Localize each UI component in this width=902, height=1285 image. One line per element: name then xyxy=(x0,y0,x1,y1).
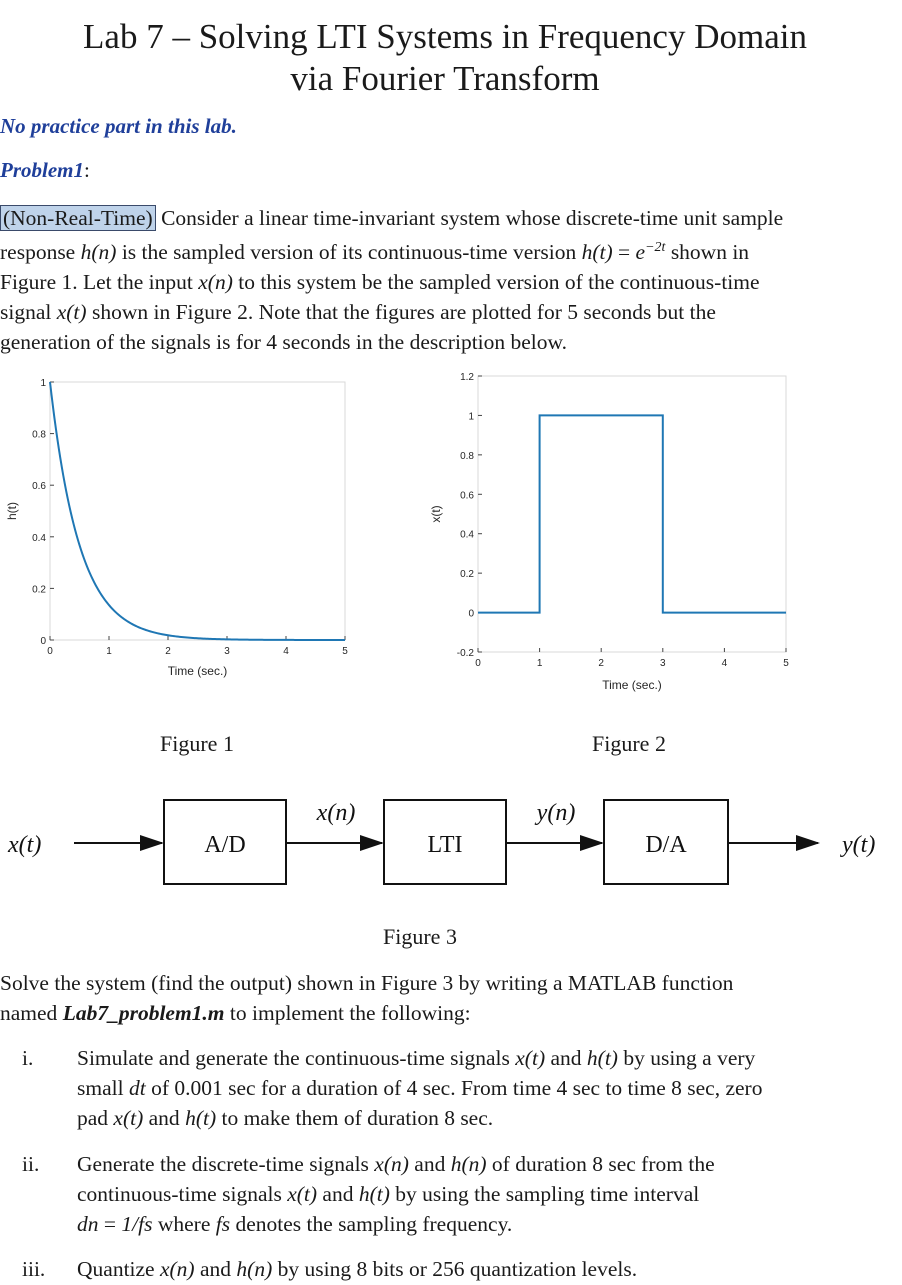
intro-text-2a: response xyxy=(0,240,81,265)
figure-2-chart xyxy=(418,364,818,704)
list-num-1: i. xyxy=(22,1046,34,1070)
solve-paragraph xyxy=(0,968,890,1028)
chart-1-frame xyxy=(50,382,345,640)
t: and xyxy=(545,1046,587,1070)
chart-2-frame xyxy=(478,376,786,652)
solve-line-1: Solve the system (find the output) shown in Figure 3 by writing a MATLAB function xyxy=(0,971,734,995)
y-tick-label: 0 xyxy=(40,636,46,647)
x-tick-label: 4 xyxy=(283,646,289,657)
chart-1-ticks xyxy=(32,378,348,657)
list-item-1 xyxy=(77,1043,877,1133)
list-item-3 xyxy=(77,1254,877,1284)
problem-colon: : xyxy=(84,158,90,182)
t: and xyxy=(194,1257,237,1281)
t: and xyxy=(408,1152,451,1176)
y-tick-label: 0.4 xyxy=(32,532,46,544)
chart-1-ylabel: h(t) xyxy=(5,502,19,520)
t: to make them of duration 8 sec. xyxy=(216,1106,494,1130)
title-line-2: via Fourier Transform xyxy=(290,59,600,98)
y-tick-label: 0.8 xyxy=(32,429,46,441)
list-2-line-1 xyxy=(77,1149,877,1179)
y-tick-label: 1.2 xyxy=(460,372,474,383)
intro-line-4 xyxy=(0,297,890,327)
math-xt: x(t) xyxy=(515,1046,546,1070)
math-xt: x(t) xyxy=(287,1182,318,1206)
intro-text-3b: to this system be the sampled version of the continuous-time xyxy=(232,270,760,295)
t: = xyxy=(98,1212,122,1236)
math-ht: h(t) xyxy=(581,240,613,265)
list-1-line-3 xyxy=(77,1103,877,1133)
x-tick-label: 1 xyxy=(536,658,543,669)
figure-2-caption: Figure 2 xyxy=(592,731,666,756)
x-tick-label: 5 xyxy=(342,646,348,657)
page-title xyxy=(0,16,890,100)
math-dn: dn xyxy=(77,1212,99,1236)
y-tick-label: 0.6 xyxy=(32,481,46,493)
da-block-label: D/A xyxy=(645,832,687,858)
chart-2-xlabel: Time (sec.) xyxy=(602,678,662,692)
t: and xyxy=(143,1106,186,1130)
math-e: e xyxy=(635,240,646,265)
non-real-time-tag: (Non-Real-Time) xyxy=(0,205,156,231)
x-tick-label: 3 xyxy=(224,646,230,657)
t: by using 8 bits or 256 quantization levels. xyxy=(272,1257,638,1281)
list-item-2 xyxy=(77,1149,877,1239)
t: by using a very xyxy=(617,1046,756,1070)
x-tick-label: 2 xyxy=(165,646,171,657)
x-tick-label: 0 xyxy=(47,646,53,657)
t: continuous-time signals xyxy=(77,1182,288,1206)
intro-line-3 xyxy=(0,267,890,297)
ad-block-label: A/D xyxy=(204,832,246,858)
t: denotes the sampling frequency. xyxy=(230,1212,513,1236)
x-tick-label: 5 xyxy=(783,658,789,669)
intro-text-4a: signal xyxy=(0,300,57,325)
math-hn: h(n) xyxy=(450,1152,487,1176)
solve-text-2b: to implement the following: xyxy=(224,1001,471,1025)
list-3-line-1 xyxy=(77,1254,877,1284)
math-xn: x(n) xyxy=(198,270,233,295)
list-2-line-2 xyxy=(77,1179,877,1209)
problem-heading xyxy=(0,158,90,183)
block-diagram xyxy=(0,790,902,900)
input-signal-label: x(t) xyxy=(8,832,42,858)
y-tick-label: 1 xyxy=(468,411,474,423)
y-tick-label: 1 xyxy=(40,378,46,389)
math-xt: x(t) xyxy=(56,300,87,325)
solve-text-2a: named xyxy=(0,1001,63,1025)
matlab-function-name: Lab7_problem1.m xyxy=(62,1001,225,1025)
t: pad xyxy=(77,1106,114,1130)
x-tick-label: 0 xyxy=(475,658,481,669)
t: by using the sampling time interval xyxy=(389,1182,700,1206)
t: where xyxy=(152,1212,216,1236)
intro-text-2b: is the sampled version of its continuous-time version xyxy=(116,240,582,265)
math-fs: fs xyxy=(215,1212,231,1236)
list-1-line-1 xyxy=(77,1043,877,1073)
solve-line-2 xyxy=(0,998,890,1028)
y-tick-label: 0 xyxy=(468,608,474,620)
chart-1-series-line xyxy=(50,382,345,640)
intro-line-1 xyxy=(0,203,890,233)
title-line-1: Lab 7 – Solving LTI Systems in Frequency Domain xyxy=(83,17,807,56)
math-ht: h(t) xyxy=(185,1106,217,1130)
intro-text-4b: shown in Figure 2. Note that the figures are plotted for 5 seconds but the xyxy=(86,300,716,325)
intro-line-5: generation of the signals is for 4 seconds in the description below. xyxy=(0,330,568,355)
y-tick-label: 0.2 xyxy=(32,584,46,596)
list-2-line-3 xyxy=(77,1209,877,1239)
figure-1-caption: Figure 1 xyxy=(160,731,234,756)
problem-label: Problem1 xyxy=(0,158,84,182)
output-signal-label: y(t) xyxy=(842,832,876,858)
math-exponent: −2t xyxy=(645,240,666,255)
t: of duration 8 sec from the xyxy=(486,1152,715,1176)
y-tick-label: -0.2 xyxy=(456,648,474,659)
intro-paragraph xyxy=(0,203,890,357)
t: Simulate and generate the continuous-time signals xyxy=(77,1046,516,1070)
math-hn: h(n) xyxy=(80,240,117,265)
intro-text-2d: shown in xyxy=(665,240,750,265)
list-1-line-2 xyxy=(77,1073,877,1103)
math-xn: x(n) xyxy=(374,1152,409,1176)
no-practice-note: No practice part in this lab. xyxy=(0,114,237,138)
y-tick-label: 0.8 xyxy=(460,450,474,462)
lti-block-label: LTI xyxy=(427,832,463,858)
y-tick-label: 0.6 xyxy=(460,490,474,502)
y-tick-label: 0.2 xyxy=(460,569,474,581)
yn-signal-label: y(n) xyxy=(536,800,576,826)
intro-line-2 xyxy=(0,233,890,267)
x-tick-label: 1 xyxy=(106,646,112,657)
list-num-3: iii. xyxy=(22,1257,46,1281)
t: Quantize xyxy=(77,1257,160,1281)
chart-2-ylabel: x(t) xyxy=(429,505,443,523)
chart-2-ticks xyxy=(457,372,789,669)
t: Generate the discrete-time signals xyxy=(77,1152,375,1176)
math-xt: x(t) xyxy=(113,1106,144,1130)
figure-1-chart xyxy=(0,368,360,688)
t: of 0.001 sec for a duration of 4 sec. From time 4 sec to time 8 sec, zero xyxy=(145,1076,763,1100)
math-xn: x(n) xyxy=(159,1257,195,1281)
math-hn: h(n) xyxy=(236,1257,273,1281)
intro-text-2c: = xyxy=(612,240,636,265)
intro-text-3a: Figure 1. Let the input xyxy=(0,270,199,295)
figure-3-caption: Figure 3 xyxy=(383,924,457,949)
t: small xyxy=(77,1076,129,1100)
x-tick-label: 2 xyxy=(598,658,604,669)
t: and xyxy=(317,1182,359,1206)
y-tick-label: 0.4 xyxy=(460,529,474,541)
chart-2-series-line xyxy=(478,415,786,612)
math-1-over-fs: 1/fs xyxy=(121,1212,153,1236)
math-dt: dt xyxy=(128,1076,146,1100)
chart-1-xlabel: Time (sec.) xyxy=(167,664,228,678)
math-ht: h(t) xyxy=(358,1182,390,1206)
list-num-2: ii. xyxy=(22,1152,40,1176)
intro-text-1: Consider a linear time-invariant system whose discrete-time unit sample xyxy=(155,206,784,230)
x-tick-label: 3 xyxy=(660,658,666,669)
xn-signal-label: x(n) xyxy=(316,800,356,826)
math-ht: h(t) xyxy=(586,1046,618,1070)
x-tick-label: 4 xyxy=(721,658,728,669)
